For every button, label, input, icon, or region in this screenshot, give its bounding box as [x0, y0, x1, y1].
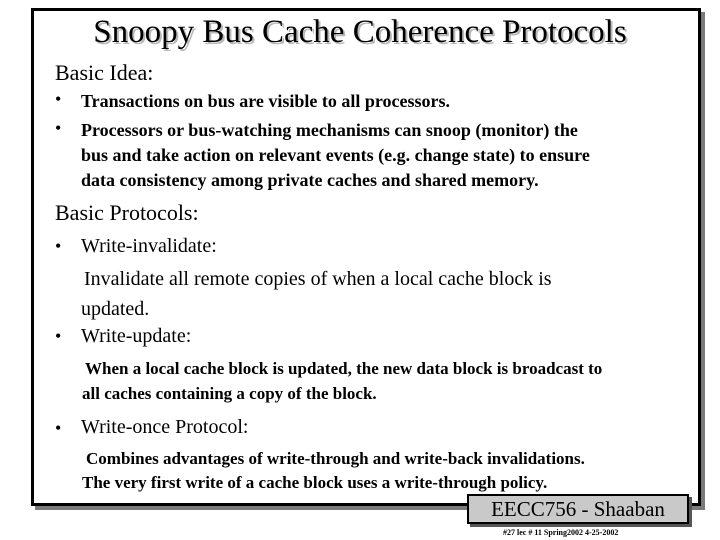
basic-idea-bullet-2-line-3: data consistency among private caches and shared memory. — [81, 170, 539, 190]
bullet-marker: • — [55, 418, 62, 438]
bullet-marker: • — [55, 89, 62, 109]
write-once-desc-line-1: Combines advantages of write-through and write-back invalidations. — [86, 449, 585, 468]
course-label: EECC756 - Shaaban — [467, 494, 689, 524]
write-update-desc-line-1: When a local cache block is updated, the new data block is broadcast to — [85, 359, 603, 378]
write-invalidate-desc-line-2: updated. — [81, 298, 150, 320]
bullet-marker: • — [55, 236, 62, 256]
write-update-label: Write-update: — [81, 325, 192, 347]
basic-idea-bullet-2-line-2: bus and take action on relevant events (e.g. change state) to ensure — [81, 145, 590, 165]
write-once-desc-line-2: The very first write of a cache block uses a write-through policy. — [82, 473, 548, 492]
lecture-info: #27 lec # 11 Spring2002 4-25-2002 — [503, 528, 619, 537]
bullet-marker: • — [55, 118, 62, 138]
write-invalidate-desc-line-1: Invalidate all remote copies of when a local cache block is — [84, 268, 552, 290]
slide-title: Snoopy Bus Cache Coherence Protocols — [93, 14, 627, 50]
bullet-marker: • — [55, 326, 62, 346]
basic-idea-bullet-1-line-1: Transactions on bus are visible to all processors. — [81, 91, 451, 111]
write-once-label: Write-once Protocol: — [81, 416, 249, 438]
write-update-desc-line-2: all caches containing a copy of the block. — [82, 384, 377, 403]
basic-idea-bullet-2-line-1: Processors or bus-watching mechanisms can snoop (monitor) the — [81, 120, 578, 140]
basic-idea-heading: Basic Idea: — [55, 60, 154, 85]
write-invalidate-label: Write-invalidate: — [81, 235, 217, 257]
basic-protocols-heading: Basic Protocols: — [55, 200, 199, 225]
